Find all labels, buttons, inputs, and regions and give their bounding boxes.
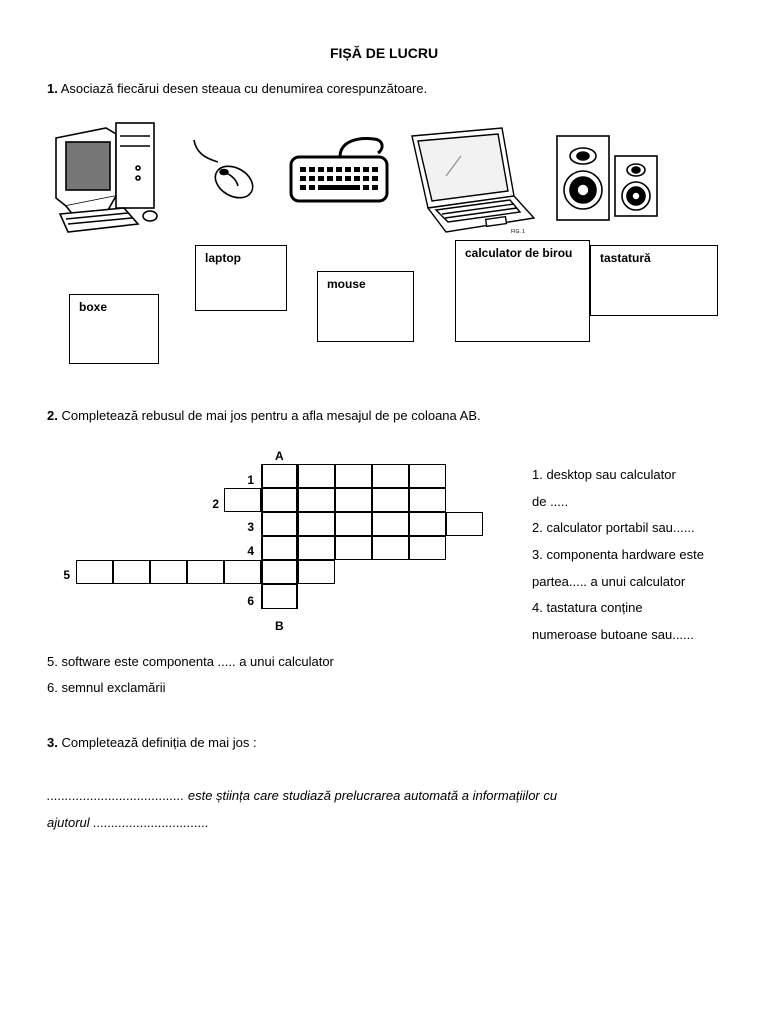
- label-desktop: calculator de birou: [465, 246, 573, 260]
- crossword-clue: 3. componenta hardware este: [532, 547, 704, 562]
- crossword-cell[interactable]: [261, 536, 298, 560]
- definition-line-2[interactable]: ajutorul ................................: [47, 815, 209, 830]
- crossword-cell[interactable]: [409, 464, 446, 488]
- crossword-cell[interactable]: [113, 560, 150, 584]
- crossword-clue: numeroase butoane sau......: [532, 627, 694, 642]
- crossword-cell[interactable]: [335, 488, 372, 512]
- crossword-cell[interactable]: [224, 560, 261, 584]
- page-title: FIȘĂ DE LUCRU: [329, 45, 439, 61]
- exercise-1-number: 1.: [47, 81, 58, 96]
- crossword-column-label-a: A: [275, 449, 284, 463]
- crossword-cell[interactable]: [76, 560, 113, 584]
- exercise-1-text: Asociază fiecărui desen steaua cu denumirea corespunzătoare.: [60, 81, 428, 96]
- crossword-clue: 1. desktop sau calculator: [532, 467, 676, 482]
- label-mouse: mouse: [327, 277, 366, 291]
- crossword-row-number: 3: [247, 520, 254, 534]
- crossword-clue: 6. semnul exclamării: [47, 680, 166, 695]
- exercise-3-instruction: [47, 735, 257, 750]
- label-speakers: boxe: [79, 300, 108, 314]
- crossword-row-number: 2: [212, 497, 219, 511]
- label-laptop: laptop: [205, 251, 241, 265]
- crossword-row-number: 1: [247, 473, 254, 487]
- exercise-3-text: Completează definiția de mai jos :: [61, 735, 257, 750]
- crossword-cell[interactable]: [261, 464, 298, 488]
- crossword-cell[interactable]: [409, 536, 446, 560]
- crossword-column-label-b: B: [275, 619, 284, 633]
- crossword-clue: de .....: [532, 494, 569, 509]
- definition-line-1[interactable]: ...................................... este știința care studiază prelucrarea automată a informațiilor cu: [47, 788, 558, 803]
- crossword-cell[interactable]: [261, 560, 298, 584]
- crossword-cell[interactable]: [298, 512, 335, 536]
- crossword-clue: partea..... a unui calculator: [532, 574, 686, 589]
- crossword-cell[interactable]: [446, 512, 483, 536]
- crossword-cell[interactable]: [409, 488, 446, 512]
- crossword-row-number: 4: [247, 544, 254, 558]
- crossword-cell[interactable]: [372, 488, 409, 512]
- crossword-cell[interactable]: [335, 536, 372, 560]
- crossword-cell[interactable]: [298, 464, 335, 488]
- crossword-cell[interactable]: [187, 560, 224, 584]
- crossword-cell[interactable]: [261, 584, 298, 609]
- crossword-clue: 2. calculator portabil sau......: [532, 520, 695, 535]
- crossword-cell[interactable]: [224, 488, 261, 512]
- crossword-cell[interactable]: [150, 560, 187, 584]
- crossword-clue: 5. software este componenta ..... a unui calculator: [47, 654, 334, 669]
- crossword-cell[interactable]: [409, 512, 446, 536]
- crossword-cell[interactable]: [372, 464, 409, 488]
- crossword-cell[interactable]: [372, 536, 409, 560]
- exercise-2-number: 2.: [47, 408, 58, 423]
- crossword-cell[interactable]: [261, 488, 298, 512]
- crossword-cell[interactable]: [335, 512, 372, 536]
- crossword-cell[interactable]: [298, 560, 335, 584]
- laptop-figure-caption: FIG. 1: [511, 229, 525, 235]
- exercise-3-number: 3.: [47, 735, 58, 750]
- crossword-cell[interactable]: [261, 512, 298, 536]
- exercise-2-text: Completează rebusul de mai jos pentru a afla mesajul de pe coloana AB.: [61, 408, 481, 423]
- label-keyboard: tastatură: [600, 251, 651, 265]
- crossword-cell[interactable]: [335, 464, 372, 488]
- crossword-cell[interactable]: [372, 512, 409, 536]
- crossword-clue: 4. tastatura conține: [532, 600, 643, 615]
- crossword-cell[interactable]: [298, 488, 335, 512]
- crossword-row-number: 5: [63, 568, 70, 582]
- crossword-row-number: 6: [247, 594, 254, 608]
- crossword-cell[interactable]: [298, 536, 335, 560]
